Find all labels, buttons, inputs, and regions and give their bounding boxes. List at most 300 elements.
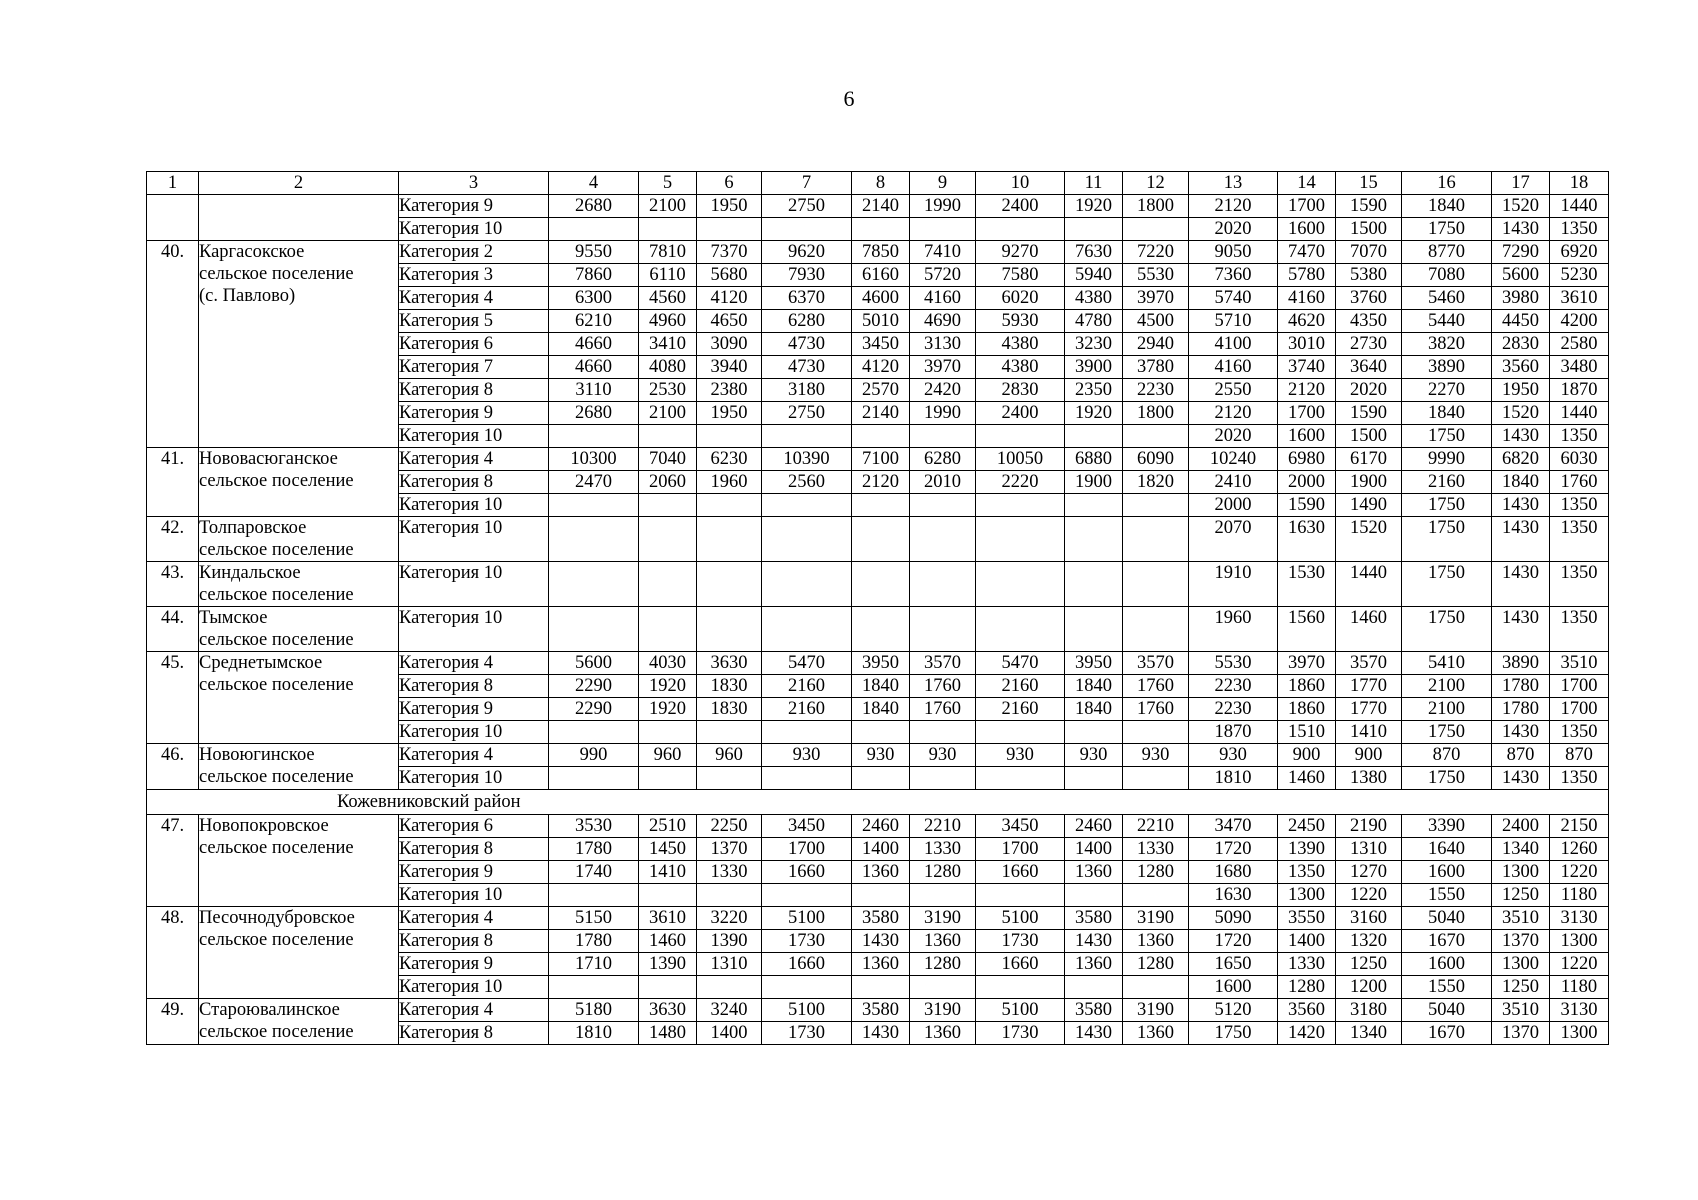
value-cell: 1840 — [1065, 698, 1123, 721]
value-cell: 5100 — [976, 907, 1065, 930]
column-header: 4 — [549, 172, 639, 195]
value-cell: 1950 — [697, 402, 762, 425]
value-cell: 3760 — [1336, 287, 1402, 310]
column-header: 10 — [976, 172, 1065, 195]
value-cell: 3510 — [1550, 652, 1609, 675]
value-cell: 1320 — [1336, 930, 1402, 953]
value-cell — [1065, 721, 1123, 744]
value-cell: 7080 — [1402, 264, 1492, 287]
value-cell: 1350 — [1550, 767, 1609, 790]
value-cell: 1780 — [549, 838, 639, 861]
value-cell — [697, 607, 762, 652]
value-cell: 2000 — [1278, 471, 1336, 494]
value-cell: 1920 — [1065, 402, 1123, 425]
value-cell: 1390 — [1278, 838, 1336, 861]
value-cell: 1200 — [1336, 976, 1402, 999]
category-label: Категория 4 — [399, 744, 549, 767]
value-cell: 2000 — [1189, 494, 1278, 517]
value-cell — [852, 976, 910, 999]
value-cell — [852, 607, 910, 652]
value-cell: 3630 — [639, 999, 697, 1022]
value-cell — [697, 218, 762, 241]
value-cell: 1910 — [1189, 562, 1278, 607]
value-cell: 3580 — [1065, 907, 1123, 930]
value-cell — [852, 425, 910, 448]
value-cell — [549, 425, 639, 448]
data-table — [146, 171, 1609, 1045]
value-cell: 5100 — [976, 999, 1065, 1022]
table-row — [147, 607, 1609, 652]
value-cell: 2060 — [639, 471, 697, 494]
value-cell: 1280 — [1278, 976, 1336, 999]
value-cell: 9050 — [1189, 241, 1278, 264]
value-cell: 1670 — [1402, 1022, 1492, 1045]
value-cell: 930 — [852, 744, 910, 767]
value-cell: 2120 — [852, 471, 910, 494]
value-cell: 6370 — [762, 287, 852, 310]
value-cell — [1065, 218, 1123, 241]
value-cell: 1360 — [910, 930, 976, 953]
table-row — [147, 517, 1609, 562]
value-cell: 1840 — [1402, 195, 1492, 218]
value-cell — [549, 767, 639, 790]
value-cell: 960 — [697, 744, 762, 767]
value-cell: 1330 — [697, 861, 762, 884]
value-cell: 2010 — [910, 471, 976, 494]
value-cell: 5100 — [762, 999, 852, 1022]
value-cell — [852, 721, 910, 744]
settlement-name-line: Новопокровское — [199, 816, 329, 836]
value-cell: 1410 — [1336, 721, 1402, 744]
value-cell — [976, 721, 1065, 744]
value-cell: 3640 — [1336, 356, 1402, 379]
value-cell: 2020 — [1189, 218, 1278, 241]
value-cell — [639, 494, 697, 517]
value-cell: 1820 — [1123, 471, 1189, 494]
value-cell: 5720 — [910, 264, 976, 287]
value-cell: 5470 — [762, 652, 852, 675]
value-cell: 1720 — [1189, 930, 1278, 953]
value-cell: 1430 — [1492, 517, 1550, 562]
row-index: 43. — [147, 562, 199, 607]
value-cell — [762, 218, 852, 241]
value-cell — [1123, 884, 1189, 907]
value-cell: 3580 — [1065, 999, 1123, 1022]
category-label: Категория 8 — [399, 930, 549, 953]
value-cell: 3090 — [697, 333, 762, 356]
value-cell: 5600 — [1492, 264, 1550, 287]
value-cell: 1280 — [910, 953, 976, 976]
value-cell: 2410 — [1189, 471, 1278, 494]
value-cell: 2160 — [762, 698, 852, 721]
value-cell: 1430 — [1492, 425, 1550, 448]
value-cell: 1920 — [639, 675, 697, 698]
value-cell: 1750 — [1402, 517, 1492, 562]
value-cell: 870 — [1492, 744, 1550, 767]
value-cell: 930 — [1123, 744, 1189, 767]
settlement-name-line: сельское поселение — [199, 930, 354, 950]
value-cell: 3900 — [1065, 356, 1123, 379]
value-cell: 4080 — [639, 356, 697, 379]
value-cell: 1340 — [1336, 1022, 1402, 1045]
value-cell: 1700 — [762, 838, 852, 861]
value-cell: 900 — [1278, 744, 1336, 767]
value-cell: 1350 — [1550, 218, 1609, 241]
column-header: 5 — [639, 172, 697, 195]
settlement-name-line: Новоюгинское — [199, 745, 315, 765]
value-cell: 1400 — [1278, 930, 1336, 953]
value-cell: 2230 — [1123, 379, 1189, 402]
value-cell — [762, 607, 852, 652]
category-label: Категория 4 — [399, 907, 549, 930]
value-cell: 1800 — [1123, 402, 1189, 425]
settlement-name-line: сельское поселение — [199, 1022, 354, 1042]
value-cell: 3970 — [1278, 652, 1336, 675]
value-cell: 4100 — [1189, 333, 1278, 356]
category-label: Категория 6 — [399, 815, 549, 838]
value-cell: 1650 — [1189, 953, 1278, 976]
value-cell: 2830 — [1492, 333, 1550, 356]
value-cell: 4120 — [852, 356, 910, 379]
column-header: 7 — [762, 172, 852, 195]
value-cell: 1460 — [639, 930, 697, 953]
value-cell: 5090 — [1189, 907, 1278, 930]
value-cell: 6030 — [1550, 448, 1609, 471]
category-label: Категория 8 — [399, 675, 549, 698]
value-cell: 1750 — [1402, 721, 1492, 744]
settlement-name-line: (с. Павлово) — [199, 286, 296, 306]
value-cell: 7370 — [697, 241, 762, 264]
value-cell: 1840 — [1402, 402, 1492, 425]
value-cell: 1760 — [910, 675, 976, 698]
value-cell: 1860 — [1278, 698, 1336, 721]
category-label: Категория 4 — [399, 287, 549, 310]
value-cell: 4600 — [852, 287, 910, 310]
value-cell: 3180 — [762, 379, 852, 402]
value-cell: 1630 — [1189, 884, 1278, 907]
value-cell: 1460 — [1278, 767, 1336, 790]
value-cell: 1360 — [852, 953, 910, 976]
settlement-name-line: сельское поселение — [199, 540, 354, 560]
value-cell — [852, 767, 910, 790]
value-cell: 1280 — [1123, 953, 1189, 976]
settlement-name — [199, 907, 399, 999]
value-cell — [976, 517, 1065, 562]
value-cell: 4560 — [639, 287, 697, 310]
value-cell: 1660 — [762, 953, 852, 976]
value-cell: 2450 — [1278, 815, 1336, 838]
value-cell — [639, 425, 697, 448]
value-cell — [1123, 607, 1189, 652]
value-cell: 2730 — [1336, 333, 1402, 356]
settlement-name — [199, 607, 399, 652]
value-cell: 930 — [1189, 744, 1278, 767]
value-cell: 1510 — [1278, 721, 1336, 744]
value-cell: 1370 — [1492, 930, 1550, 953]
value-cell: 1750 — [1402, 218, 1492, 241]
value-cell: 1810 — [549, 1022, 639, 1045]
value-cell: 1810 — [1189, 767, 1278, 790]
value-cell: 1500 — [1336, 425, 1402, 448]
value-cell: 1630 — [1278, 517, 1336, 562]
value-cell: 3190 — [1123, 907, 1189, 930]
value-cell: 5530 — [1189, 652, 1278, 675]
value-cell: 3240 — [697, 999, 762, 1022]
value-cell: 5470 — [976, 652, 1065, 675]
table-body — [147, 172, 1609, 1045]
value-cell: 3510 — [1492, 907, 1550, 930]
value-cell — [976, 494, 1065, 517]
value-cell: 2530 — [639, 379, 697, 402]
header-row — [147, 172, 1609, 195]
value-cell: 3160 — [1336, 907, 1402, 930]
value-cell — [1065, 884, 1123, 907]
value-cell: 6110 — [639, 264, 697, 287]
value-cell — [762, 884, 852, 907]
table-row — [147, 241, 1609, 264]
value-cell: 1270 — [1336, 861, 1402, 884]
column-header: 15 — [1336, 172, 1402, 195]
value-cell: 2020 — [1336, 379, 1402, 402]
category-label: Категория 4 — [399, 999, 549, 1022]
value-cell: 3890 — [1402, 356, 1492, 379]
value-cell: 1430 — [1492, 721, 1550, 744]
value-cell: 2400 — [976, 195, 1065, 218]
value-cell: 4120 — [697, 287, 762, 310]
category-label: Категория 9 — [399, 861, 549, 884]
value-cell — [976, 976, 1065, 999]
value-cell: 1500 — [1336, 218, 1402, 241]
value-cell: 1590 — [1336, 402, 1402, 425]
value-cell — [976, 562, 1065, 607]
value-cell: 3560 — [1492, 356, 1550, 379]
value-cell: 6230 — [697, 448, 762, 471]
value-cell: 2220 — [976, 471, 1065, 494]
value-cell: 2150 — [1550, 815, 1609, 838]
value-cell: 930 — [762, 744, 852, 767]
settlement-name-line: сельское поселение — [199, 471, 354, 491]
value-cell — [697, 884, 762, 907]
value-cell: 1870 — [1189, 721, 1278, 744]
value-cell: 1700 — [1278, 402, 1336, 425]
value-cell — [762, 976, 852, 999]
value-cell — [910, 976, 976, 999]
value-cell: 1300 — [1278, 884, 1336, 907]
value-cell: 990 — [549, 744, 639, 767]
value-cell: 2550 — [1189, 379, 1278, 402]
value-cell: 4200 — [1550, 310, 1609, 333]
value-cell — [1123, 562, 1189, 607]
value-cell — [639, 218, 697, 241]
value-cell: 1430 — [1492, 494, 1550, 517]
value-cell: 3820 — [1402, 333, 1492, 356]
value-cell: 2270 — [1402, 379, 1492, 402]
value-cell: 1520 — [1492, 195, 1550, 218]
value-cell: 7860 — [549, 264, 639, 287]
value-cell: 2120 — [1189, 195, 1278, 218]
value-cell: 1300 — [1492, 953, 1550, 976]
value-cell: 1600 — [1402, 953, 1492, 976]
value-cell: 2020 — [1189, 425, 1278, 448]
value-cell: 2290 — [549, 675, 639, 698]
category-label: Категория 8 — [399, 1022, 549, 1045]
value-cell: 1700 — [976, 838, 1065, 861]
value-cell: 3980 — [1492, 287, 1550, 310]
value-cell: 1250 — [1336, 953, 1402, 976]
value-cell: 1600 — [1278, 218, 1336, 241]
value-cell: 1350 — [1278, 861, 1336, 884]
value-cell — [697, 425, 762, 448]
value-cell: 4620 — [1278, 310, 1336, 333]
value-cell — [1065, 517, 1123, 562]
value-cell — [1123, 425, 1189, 448]
value-cell: 1350 — [1550, 607, 1609, 652]
settlement-name-line: Толпаровское — [199, 518, 307, 538]
value-cell: 7810 — [639, 241, 697, 264]
value-cell — [639, 976, 697, 999]
value-cell: 1640 — [1402, 838, 1492, 861]
category-label: Категория 10 — [399, 721, 549, 744]
value-cell: 5530 — [1123, 264, 1189, 287]
value-cell: 1600 — [1402, 861, 1492, 884]
value-cell: 3470 — [1189, 815, 1278, 838]
category-label: Категория 10 — [399, 607, 549, 652]
value-cell: 9550 — [549, 241, 639, 264]
settlement-name-line: сельское поселение — [199, 585, 354, 605]
value-cell: 2140 — [852, 402, 910, 425]
district-row — [147, 790, 1609, 815]
value-cell: 1350 — [1550, 494, 1609, 517]
value-cell: 3220 — [697, 907, 762, 930]
value-cell: 5680 — [697, 264, 762, 287]
value-cell: 2230 — [1189, 698, 1278, 721]
value-cell — [910, 607, 976, 652]
value-cell: 1780 — [1492, 698, 1550, 721]
value-cell: 1670 — [1402, 930, 1492, 953]
value-cell: 1370 — [697, 838, 762, 861]
settlement-name-line: сельское поселение — [199, 767, 354, 787]
value-cell: 2830 — [976, 379, 1065, 402]
value-cell: 1440 — [1550, 195, 1609, 218]
value-cell: 5040 — [1402, 907, 1492, 930]
value-cell: 1710 — [549, 953, 639, 976]
row-index — [147, 195, 199, 241]
value-cell: 1300 — [1550, 930, 1609, 953]
value-cell — [1065, 562, 1123, 607]
value-cell: 2750 — [762, 195, 852, 218]
value-cell — [1065, 767, 1123, 790]
category-label: Категория 9 — [399, 953, 549, 976]
value-cell: 4650 — [697, 310, 762, 333]
value-cell: 3610 — [639, 907, 697, 930]
value-cell: 1300 — [1492, 861, 1550, 884]
value-cell: 4350 — [1336, 310, 1402, 333]
category-label: Категория 9 — [399, 402, 549, 425]
category-label: Категория 4 — [399, 448, 549, 471]
value-cell: 5180 — [549, 999, 639, 1022]
value-cell: 2210 — [910, 815, 976, 838]
value-cell: 1480 — [639, 1022, 697, 1045]
value-cell — [852, 517, 910, 562]
value-cell: 2400 — [976, 402, 1065, 425]
settlement-name-line: сельское поселение — [199, 838, 354, 858]
value-cell: 3110 — [549, 379, 639, 402]
value-cell: 1830 — [697, 675, 762, 698]
value-cell: 1360 — [1065, 861, 1123, 884]
value-cell: 1280 — [1123, 861, 1189, 884]
value-cell: 1950 — [697, 195, 762, 218]
value-cell — [639, 607, 697, 652]
value-cell: 2510 — [639, 815, 697, 838]
value-cell: 5230 — [1550, 264, 1609, 287]
value-cell: 1430 — [1492, 218, 1550, 241]
value-cell: 5410 — [1402, 652, 1492, 675]
column-header: 3 — [399, 172, 549, 195]
value-cell: 2250 — [697, 815, 762, 838]
value-cell: 7850 — [852, 241, 910, 264]
settlement-name — [199, 999, 399, 1045]
value-cell: 1840 — [1065, 675, 1123, 698]
value-cell: 6920 — [1550, 241, 1609, 264]
value-cell: 1560 — [1278, 607, 1336, 652]
value-cell: 1280 — [910, 861, 976, 884]
value-cell: 3740 — [1278, 356, 1336, 379]
value-cell: 5040 — [1402, 999, 1492, 1022]
value-cell: 3010 — [1278, 333, 1336, 356]
value-cell — [1123, 494, 1189, 517]
value-cell: 2160 — [762, 675, 852, 698]
value-cell: 1550 — [1402, 976, 1492, 999]
value-cell — [549, 607, 639, 652]
category-label: Категория 10 — [399, 562, 549, 607]
value-cell: 2580 — [1550, 333, 1609, 356]
value-cell: 1360 — [910, 1022, 976, 1045]
value-cell: 2160 — [976, 698, 1065, 721]
category-label: Категория 9 — [399, 698, 549, 721]
value-cell — [639, 884, 697, 907]
value-cell: 2380 — [697, 379, 762, 402]
category-label: Категория 8 — [399, 379, 549, 402]
row-index: 45. — [147, 652, 199, 744]
value-cell: 1430 — [1492, 562, 1550, 607]
value-cell: 3190 — [1123, 999, 1189, 1022]
value-cell: 3950 — [852, 652, 910, 675]
value-cell: 7220 — [1123, 241, 1189, 264]
value-cell — [1123, 767, 1189, 790]
value-cell: 1750 — [1402, 425, 1492, 448]
value-cell: 10390 — [762, 448, 852, 471]
value-cell — [697, 976, 762, 999]
value-cell: 7070 — [1336, 241, 1402, 264]
value-cell: 1390 — [697, 930, 762, 953]
settlement-name — [199, 562, 399, 607]
value-cell: 6160 — [852, 264, 910, 287]
category-label: Категория 4 — [399, 652, 549, 675]
column-header: 11 — [1065, 172, 1123, 195]
row-index: 44. — [147, 607, 199, 652]
value-cell: 2940 — [1123, 333, 1189, 356]
value-cell: 3190 — [910, 907, 976, 930]
value-cell — [1123, 517, 1189, 562]
value-cell: 4380 — [1065, 287, 1123, 310]
column-header: 14 — [1278, 172, 1336, 195]
value-cell: 1900 — [1065, 471, 1123, 494]
value-cell: 1840 — [852, 698, 910, 721]
value-cell: 1400 — [697, 1022, 762, 1045]
value-cell: 1360 — [1123, 930, 1189, 953]
value-cell: 2290 — [549, 698, 639, 721]
value-cell: 1730 — [762, 930, 852, 953]
